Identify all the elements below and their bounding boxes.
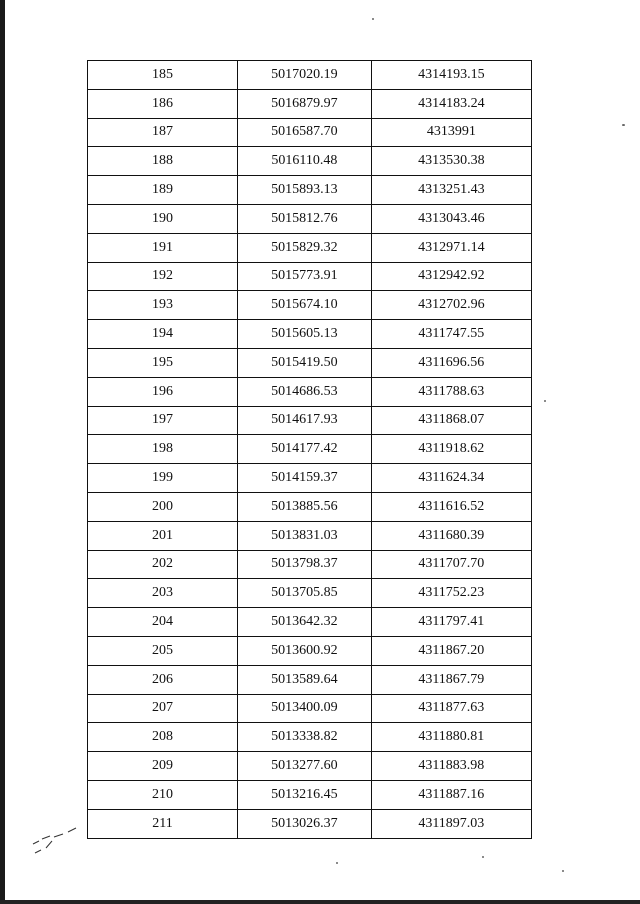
point-number-cell: 202 <box>88 550 238 579</box>
x-coordinate-cell: 5014159.37 <box>238 464 372 493</box>
point-number-cell: 208 <box>88 723 238 752</box>
table-row <box>88 636 532 665</box>
table-row <box>88 752 532 781</box>
table-row <box>88 204 532 233</box>
point-number-cell: 201 <box>88 521 238 550</box>
table-row <box>88 406 532 435</box>
point-number-cell: 197 <box>88 406 238 435</box>
x-coordinate-cell: 5013026.37 <box>238 809 372 838</box>
point-number-cell: 186 <box>88 89 238 118</box>
y-coordinate-cell: 4314183.24 <box>371 89 531 118</box>
x-coordinate-cell: 5013705.85 <box>238 579 372 608</box>
scan-speck <box>562 870 564 872</box>
table-row <box>88 233 532 262</box>
x-coordinate-cell: 5013831.03 <box>238 521 372 550</box>
x-coordinate-cell: 5014617.93 <box>238 406 372 435</box>
table-row <box>88 377 532 406</box>
point-number-cell: 189 <box>88 176 238 205</box>
y-coordinate-cell: 4311752.23 <box>371 579 531 608</box>
x-coordinate-cell: 5015893.13 <box>238 176 372 205</box>
table-row <box>88 694 532 723</box>
table-row <box>88 521 532 550</box>
scan-speck <box>544 400 546 402</box>
x-coordinate-cell: 5013277.60 <box>238 752 372 781</box>
coordinate-table-body <box>88 61 532 839</box>
x-coordinate-cell: 5013642.32 <box>238 608 372 637</box>
y-coordinate-cell: 4312971.14 <box>371 233 531 262</box>
x-coordinate-cell: 5015812.76 <box>238 204 372 233</box>
y-coordinate-cell: 4311797.41 <box>371 608 531 637</box>
point-number-cell: 203 <box>88 579 238 608</box>
y-coordinate-cell: 4311696.56 <box>371 348 531 377</box>
scan-speck <box>482 856 484 858</box>
point-number-cell: 207 <box>88 694 238 723</box>
point-number-cell: 185 <box>88 61 238 90</box>
y-coordinate-cell: 4311883.98 <box>371 752 531 781</box>
x-coordinate-cell: 5013589.64 <box>238 665 372 694</box>
table-row <box>88 780 532 809</box>
y-coordinate-cell: 4314193.15 <box>371 61 531 90</box>
y-coordinate-cell: 4311867.20 <box>371 636 531 665</box>
point-number-cell: 192 <box>88 262 238 291</box>
y-coordinate-cell: 4311788.63 <box>371 377 531 406</box>
table-row <box>88 550 532 579</box>
y-coordinate-cell: 4311887.16 <box>371 780 531 809</box>
point-number-cell: 195 <box>88 348 238 377</box>
x-coordinate-cell: 5013338.82 <box>238 723 372 752</box>
point-number-cell: 187 <box>88 118 238 147</box>
point-number-cell: 206 <box>88 665 238 694</box>
point-number-cell: 210 <box>88 780 238 809</box>
point-number-cell: 209 <box>88 752 238 781</box>
y-coordinate-cell: 4311747.55 <box>371 320 531 349</box>
y-coordinate-cell: 4313991 <box>371 118 531 147</box>
point-number-cell: 198 <box>88 435 238 464</box>
table-row <box>88 147 532 176</box>
scan-bottom-edge <box>0 900 640 904</box>
x-coordinate-cell: 5013885.56 <box>238 492 372 521</box>
y-coordinate-cell: 4312702.96 <box>371 291 531 320</box>
point-number-cell: 188 <box>88 147 238 176</box>
y-coordinate-cell: 4311868.07 <box>371 406 531 435</box>
point-number-cell: 194 <box>88 320 238 349</box>
y-coordinate-cell: 4311624.34 <box>371 464 531 493</box>
x-coordinate-cell: 5015674.10 <box>238 291 372 320</box>
y-coordinate-cell: 4313043.46 <box>371 204 531 233</box>
y-coordinate-cell: 4311867.79 <box>371 665 531 694</box>
y-coordinate-cell: 4311707.70 <box>371 550 531 579</box>
point-number-cell: 190 <box>88 204 238 233</box>
x-coordinate-cell: 5016879.97 <box>238 89 372 118</box>
y-coordinate-cell: 4311616.52 <box>371 492 531 521</box>
table-row <box>88 608 532 637</box>
table-row <box>88 348 532 377</box>
x-coordinate-cell: 5013216.45 <box>238 780 372 809</box>
coordinate-table <box>87 60 532 839</box>
x-coordinate-cell: 5013400.09 <box>238 694 372 723</box>
table-row <box>88 723 532 752</box>
x-coordinate-cell: 5015419.50 <box>238 348 372 377</box>
scan-speck <box>622 124 625 126</box>
x-coordinate-cell: 5013798.37 <box>238 550 372 579</box>
scan-speck <box>372 18 374 20</box>
table-row <box>88 89 532 118</box>
table-row <box>88 665 532 694</box>
y-coordinate-cell: 4311918.62 <box>371 435 531 464</box>
x-coordinate-cell: 5017020.19 <box>238 61 372 90</box>
x-coordinate-cell: 5013600.92 <box>238 636 372 665</box>
x-coordinate-cell: 5014686.53 <box>238 377 372 406</box>
table-row <box>88 464 532 493</box>
point-number-cell: 211 <box>88 809 238 838</box>
table-row <box>88 320 532 349</box>
table-row <box>88 262 532 291</box>
x-coordinate-cell: 5014177.42 <box>238 435 372 464</box>
x-coordinate-cell: 5015773.91 <box>238 262 372 291</box>
point-number-cell: 196 <box>88 377 238 406</box>
table-row <box>88 809 532 838</box>
x-coordinate-cell: 5016110.48 <box>238 147 372 176</box>
scan-left-edge <box>0 0 5 904</box>
y-coordinate-cell: 4311897.03 <box>371 809 531 838</box>
table-row <box>88 176 532 205</box>
table-row <box>88 61 532 90</box>
x-coordinate-cell: 5015829.32 <box>238 233 372 262</box>
table-row <box>88 492 532 521</box>
pen-scribble-mark <box>30 826 80 858</box>
table-row <box>88 291 532 320</box>
table-row <box>88 118 532 147</box>
y-coordinate-cell: 4313251.43 <box>371 176 531 205</box>
point-number-cell: 205 <box>88 636 238 665</box>
point-number-cell: 193 <box>88 291 238 320</box>
point-number-cell: 199 <box>88 464 238 493</box>
y-coordinate-cell: 4312942.92 <box>371 262 531 291</box>
scan-speck <box>336 862 338 864</box>
table-row <box>88 435 532 464</box>
point-number-cell: 191 <box>88 233 238 262</box>
y-coordinate-cell: 4311877.63 <box>371 694 531 723</box>
x-coordinate-cell: 5015605.13 <box>238 320 372 349</box>
x-coordinate-cell: 5016587.70 <box>238 118 372 147</box>
point-number-cell: 204 <box>88 608 238 637</box>
point-number-cell: 200 <box>88 492 238 521</box>
y-coordinate-cell: 4311680.39 <box>371 521 531 550</box>
y-coordinate-cell: 4313530.38 <box>371 147 531 176</box>
table-row <box>88 579 532 608</box>
y-coordinate-cell: 4311880.81 <box>371 723 531 752</box>
